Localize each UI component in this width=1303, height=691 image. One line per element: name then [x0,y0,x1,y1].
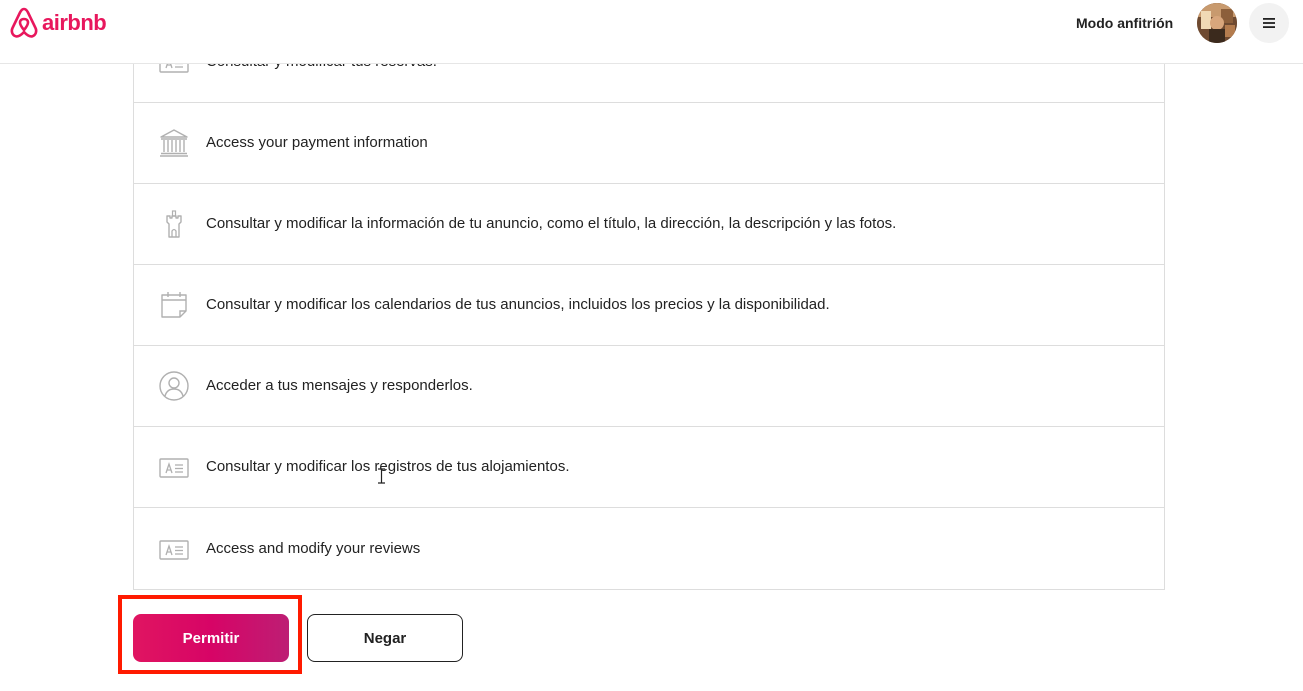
airbnb-logo-icon [8,6,40,40]
user-avatar[interactable] [1197,3,1237,43]
permission-label: Consultar y modificar los calendarios de tus anuncios, incluidos los precios y la disponibilidad. [206,296,830,313]
allow-button[interactable]: Permitir [133,614,289,662]
permission-item-stay-records [134,427,1164,508]
hamburger-menu-icon [1261,15,1277,31]
deny-button[interactable]: Negar [307,614,463,662]
airbnb-logo-link[interactable] [8,6,106,40]
permission-list [133,22,1165,590]
menu-button[interactable] [1249,3,1289,43]
permission-item-messages [134,346,1164,427]
bank-icon [158,127,190,159]
permission-item-reviews [134,508,1164,589]
permission-label: Access and modify your reviews [206,539,421,557]
permission-label: Consultar y modificar la información de tu anuncio, como el título, la dirección, la descripción y las fotos. [206,215,897,232]
permission-label: Access your payment information [206,134,428,151]
user-circle-icon [158,370,190,402]
permission-item-listing-info [134,184,1164,265]
permission-item-calendars [134,265,1164,346]
id-card-icon [158,533,190,565]
host-mode-link[interactable]: Modo anfitrión [1076,15,1174,31]
permission-label: Consultar y modificar los registros de tus alojamientos. [206,458,570,475]
calendar-icon [158,289,190,321]
permission-item-payment [134,103,1164,184]
permission-label: Acceder a tus mensajes y responderlos. [206,377,473,394]
top-header [0,0,1303,64]
airbnb-wordmark: airbnb [42,10,107,35]
id-card-icon [158,451,190,483]
castle-icon [158,208,190,240]
